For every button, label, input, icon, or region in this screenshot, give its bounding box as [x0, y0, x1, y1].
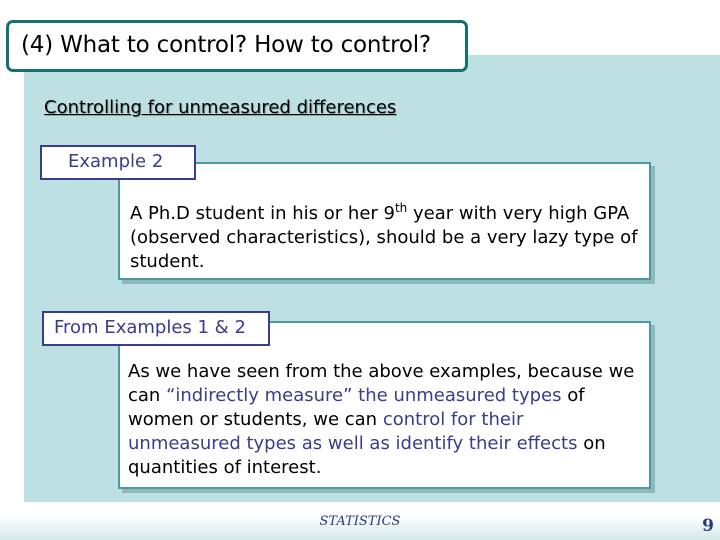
examples-1-2-box [118, 321, 651, 489]
example-2-text-b: year with very high GPA (observed characteristics), should be a very lazy type of student. [130, 203, 638, 272]
slide-title-text: (4) What to control? How to control? [21, 32, 431, 58]
footer-label: STATISTICS [319, 514, 401, 529]
section-heading: Controlling for unmeasured differences [44, 97, 397, 118]
example-2-superscript: th [394, 201, 408, 215]
example-2-box [118, 162, 651, 280]
examples-text-3: of women or students, we can [128, 385, 585, 430]
examples-highlight-1: “indirectly measure” the unmeasured types [166, 385, 562, 406]
examples-text-5: on quantities of interest. [128, 433, 606, 478]
example-2-label: Example 2 [40, 145, 196, 180]
examples-text-1: As we have seen from the above examples, because we can [128, 361, 635, 406]
example-2-text-a: A Ph.D student in his or her 9 [130, 203, 395, 224]
slide-title [6, 20, 468, 72]
examples-1-2-label: From Examples 1 & 2 [42, 311, 270, 346]
examples-highlight-2: control for their unmeasured types as well as identify their effects [128, 409, 578, 454]
page-number: 9 [702, 516, 714, 536]
